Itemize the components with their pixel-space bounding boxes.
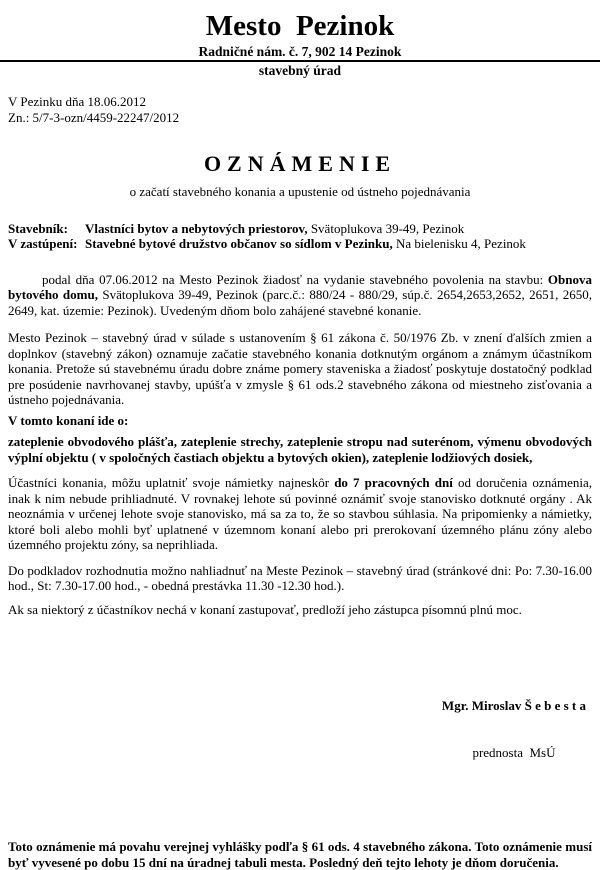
public-notice-footer: Toto oznámenie má povahu verejnej vyhlášky podľa § 61 ods. 4 stavebného zákona. Toto oznámenie musí byť vyvesené po dobu 15 dní na úradnej tabuli mesta. Posledný deň tejto lehoty je dňom doručenia. [8, 839, 592, 870]
objections-text-pre: Účastníci konania, môžu uplatniť svoje námietky najneskôr [8, 475, 335, 490]
builder-value [85, 221, 592, 237]
city-address: Radničné nám. č. 7, 902 14 Pezinok [198, 44, 402, 59]
objections-deadline: do 7 pracovných dní [334, 475, 453, 490]
application-text-pre: podal dňa 07.06.2012 na Mesto Pezinok žiadosť na vydanie stavebného povolenia na stavbu: [42, 271, 548, 287]
paragraph-objections [8, 475, 592, 553]
place-date-line: V Pezinku dňa 18.06.2012 [8, 94, 147, 109]
document-meta [8, 94, 592, 125]
signatory-name: Mgr. Miroslav Š e b e s t a [441, 698, 586, 713]
city-title: Mesto Pezinok [205, 10, 395, 42]
builder-row [8, 221, 592, 237]
signature-block [442, 667, 586, 791]
signatory-role: prednosta MsÚ [472, 744, 556, 760]
builder-label: Stavebník: [8, 220, 68, 236]
application-text-post: Svätoplukova 39-49, Pezinok (parc.č.: 880/24 - 880/29, súp.č. 2654,2653,2652, 2651, 2650, 2649, kat. územie: Pezinok). Uvedeným dňom bolo zahájené stavebné konanie. [8, 287, 592, 318]
paragraph-scope: zateplenie obvodového plášťa, zateplenie strechy, zateplenie stropu nad suterénom, výmenu obvodových výplní objektu ( v spoločných častiach objektu a bytových okien), zateplenie lodžiových dosiek, [8, 434, 592, 465]
builder-address: Svätoplukova 39-49, Pezinok [307, 220, 465, 236]
representative-name: Stavebné bytové družstvo občanov so sídlom v Pezinku, [85, 236, 393, 251]
builder-name: Vlastníci bytov a nebytových priestorov, [85, 220, 308, 236]
objections-text-post: od doručenia oznámenia, inak k nim nebude prihliadnuté. V rovnakej lehote sú povinné oznámiť svoje stanovisko dotknuté orgány . Ak neoznámia v určenej lehote svoje stanovisko, má sa za to, že so stavbou súhlasia. Na pripomienky a námietky, ktoré boli alebo mohli byť uplatnené v územnom konaní alebo pri prerokovaní územného plánu zóny alebo územného projektu zóny, sa neprihliada. [8, 475, 592, 552]
representative-label: V zastúpení: [8, 236, 78, 251]
header-divider [0, 60, 600, 62]
paragraph-inspection: Do podkladov rozhodnutia možno nahliadnuť na Meste Pezinok – stavebný úrad (stránkové dni: Po: 7.30-16.00 hod., St: 7.30-17.00 hod., - obedná prestávka 11.30 -12.30 hod.). [8, 562, 592, 593]
notice-title: OZNÁMENIE [203, 151, 397, 176]
representative-value [85, 236, 592, 252]
representative-row [8, 236, 592, 252]
notice-subtitle: o začatí stavebného konania a upustenie od ústneho pojednávania [129, 184, 471, 199]
paragraph-representation: Ak sa niektorý z účastníkov nechá v konaní zastupovať, predloží jeho zástupca písomnú plnú moc. [8, 601, 522, 617]
paragraph-legal-basis: Mesto Pezinok – stavebný úrad v súlade s ustanovením § 61 zákona č. 50/1976 Zb. v znení ďalších zmien a doplnkov (stavebný zákon) oznamuje začatie stavebného konania dotknutým orgánom a známym účastníkom konania. Pretože sú stavebnému úradu dobre známe pomery staveniska a žiadosť poskytuje dostatočný podklad pre posúdenie navrhovanej stavby, upúšťa v zmysle § 61 ods.2 stavebného zákona od miestneho zisťovania a ústneho pojednávania. [8, 330, 592, 407]
paragraph-application [8, 272, 592, 319]
reference-number-line: Zn.: 5/7-3-ozn/4459-22247/2012 [8, 109, 180, 125]
project-name: Obnova bytového domu, [8, 271, 592, 302]
representative-address: Na bielenisku 4, Pezinok [392, 236, 526, 251]
section-heading: V tomto konaní ide o: [8, 412, 129, 428]
department-title: stavebný úrad [258, 63, 342, 78]
parties-block [8, 221, 592, 252]
